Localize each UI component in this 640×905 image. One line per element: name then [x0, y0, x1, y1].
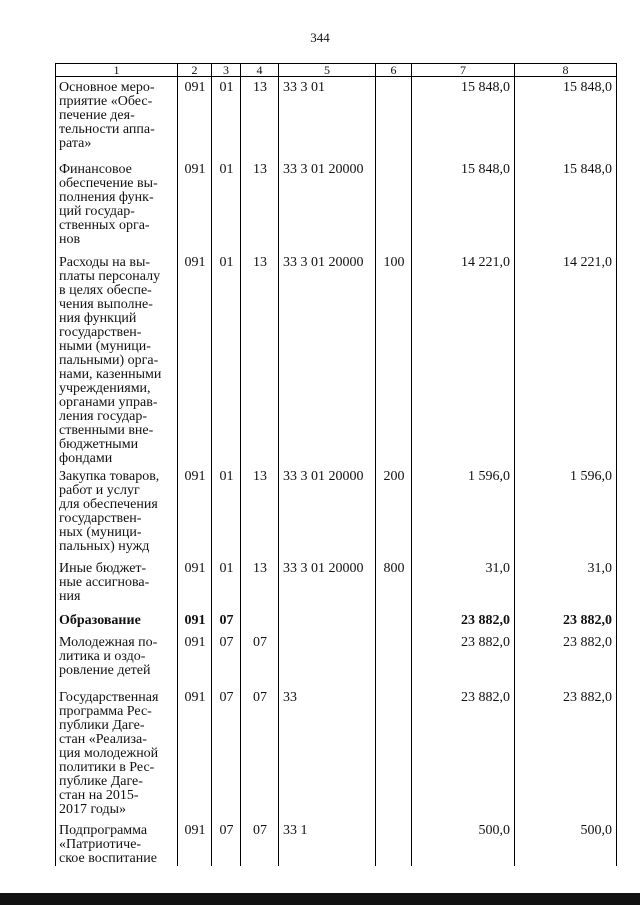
row-amount-final: 23 882,0 — [515, 632, 617, 687]
row-expense-type: 200 — [376, 466, 412, 558]
header-col-3: 3 — [212, 64, 241, 77]
row-target-code: 33 3 01 20000 — [279, 466, 376, 558]
row-amount-final: 15 848,0 — [515, 159, 617, 252]
row-admin-code: 091 — [178, 77, 212, 159]
row-amount-final: 23 882,0 — [515, 687, 617, 820]
header-col-6: 6 — [376, 64, 412, 77]
row-expense-type: 100 — [376, 252, 412, 466]
row-admin-code: 091 — [178, 632, 212, 687]
row-section-code: 07 — [212, 820, 241, 866]
row-name-cell: Расходы на вы- платы персоналу в целях обеспе- чения выполне- ния функций государствен- ными (муници- пальными) орга- нами, казенными учреждениями, органами управ- ления государ- ственными вне- бюджетными фондами — [56, 252, 178, 466]
row-admin-code: 091 — [178, 466, 212, 558]
row-subsection-code: 13 — [241, 77, 279, 159]
row-target-code: 33 3 01 20000 — [279, 159, 376, 252]
row-name-cell: Государственная программа Рес- публики Даге- стан «Реализа- ция молодежной политики в Рес- публике Даге- стан на 2015- 2017 годы» — [56, 687, 178, 820]
table-row — [56, 466, 617, 558]
header-col-4: 4 — [241, 64, 279, 77]
row-admin-code: 091 — [178, 252, 212, 466]
row-section-code: 01 — [212, 159, 241, 252]
row-admin-code: 091 — [178, 159, 212, 252]
header-row — [56, 64, 617, 77]
row-amount-plan: 31,0 — [412, 558, 515, 610]
table-row — [56, 632, 617, 687]
row-amount-plan: 23 882,0 — [412, 687, 515, 820]
row-section-code: 01 — [212, 466, 241, 558]
row-amount-plan: 14 221,0 — [412, 252, 515, 466]
row-target-code: 33 3 01 20000 — [279, 558, 376, 610]
row-section-code: 01 — [212, 558, 241, 610]
row-subsection-code: 13 — [241, 159, 279, 252]
header-col-1: 1 — [56, 64, 178, 77]
row-amount-final: 23 882,0 — [515, 610, 617, 632]
row-subsection-code: 13 — [241, 466, 279, 558]
row-subsection-code: 13 — [241, 558, 279, 610]
row-target-code — [279, 610, 376, 632]
header-col-8: 8 — [515, 64, 617, 77]
table-row — [56, 687, 617, 820]
row-section-code: 07 — [212, 687, 241, 820]
row-name-cell: Иные бюджет- ные ассигнова- ния — [56, 558, 178, 610]
row-target-code: 33 3 01 20000 — [279, 252, 376, 466]
budget-table — [55, 63, 617, 866]
row-admin-code: 091 — [178, 610, 212, 632]
row-name-cell: Образование — [56, 610, 178, 632]
row-name-cell: Основное меро- приятие «Обес- печение дея- тельности аппа- рата» — [56, 77, 178, 159]
row-amount-final: 14 221,0 — [515, 252, 617, 466]
table-row — [56, 252, 617, 466]
row-subsection-code: 13 — [241, 252, 279, 466]
table-row — [56, 610, 617, 632]
header-col-5: 5 — [279, 64, 376, 77]
row-expense-type — [376, 159, 412, 252]
row-amount-final: 1 596,0 — [515, 466, 617, 558]
scan-bottom-border — [0, 893, 640, 905]
row-expense-type — [376, 687, 412, 820]
table-row — [56, 159, 617, 252]
row-name-cell: Закупка товаров, работ и услуг для обеспечения государствен- ных (муници- пальных) нужд — [56, 466, 178, 558]
row-expense-type — [376, 632, 412, 687]
row-expense-type — [376, 610, 412, 632]
row-amount-plan: 1 596,0 — [412, 466, 515, 558]
row-name-cell: Финансовое обеспечение вы- полнения функ- ций государ- ственных орга- нов — [56, 159, 178, 252]
row-target-code: 33 3 01 — [279, 77, 376, 159]
row-subsection-code: 07 — [241, 687, 279, 820]
row-admin-code: 091 — [178, 558, 212, 610]
row-amount-plan: 15 848,0 — [412, 77, 515, 159]
row-admin-code: 091 — [178, 820, 212, 866]
table-row — [56, 77, 617, 159]
row-amount-final: 31,0 — [515, 558, 617, 610]
row-expense-type: 800 — [376, 558, 412, 610]
row-admin-code: 091 — [178, 687, 212, 820]
row-amount-final: 500,0 — [515, 820, 617, 866]
row-section-code: 07 — [212, 610, 241, 632]
row-amount-plan: 15 848,0 — [412, 159, 515, 252]
row-amount-plan: 500,0 — [412, 820, 515, 866]
row-subsection-code — [241, 610, 279, 632]
table-row — [56, 558, 617, 610]
row-target-code: 33 — [279, 687, 376, 820]
page-number: 344 — [310, 30, 330, 45]
row-name-cell: Подпрограмма «Патриотиче- ское воспитание — [56, 820, 178, 866]
row-target-code: 33 1 — [279, 820, 376, 866]
header-col-2: 2 — [178, 64, 212, 77]
row-section-code: 01 — [212, 77, 241, 159]
header-col-7: 7 — [412, 64, 515, 77]
row-expense-type — [376, 77, 412, 159]
table-row — [56, 820, 617, 866]
row-amount-plan: 23 882,0 — [412, 632, 515, 687]
row-section-code: 07 — [212, 632, 241, 687]
row-amount-final: 15 848,0 — [515, 77, 617, 159]
row-name-cell: Молодежная по- литика и оздо- ровление детей — [56, 632, 178, 687]
row-expense-type — [376, 820, 412, 866]
row-subsection-code: 07 — [241, 632, 279, 687]
row-amount-plan: 23 882,0 — [412, 610, 515, 632]
row-target-code — [279, 632, 376, 687]
row-section-code: 01 — [212, 252, 241, 466]
row-subsection-code: 07 — [241, 820, 279, 866]
